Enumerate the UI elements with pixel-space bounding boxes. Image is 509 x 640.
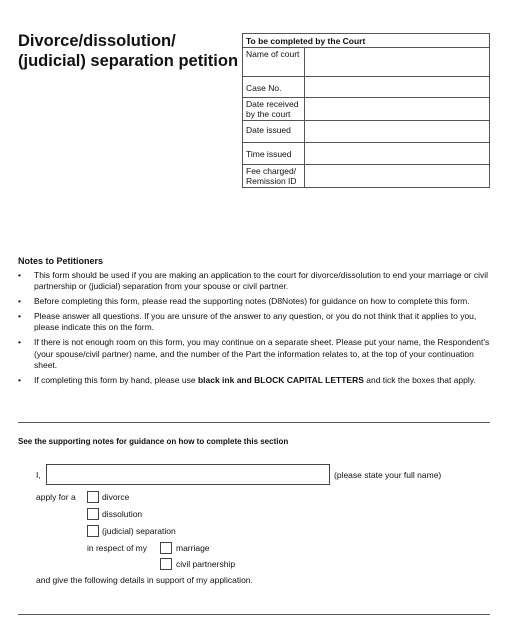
form-title: [18, 31, 239, 71]
form-title-line-1: Divorce/dissolution/: [18, 32, 176, 50]
date-issued-field[interactable]: [305, 121, 489, 142]
court-row-date-issued: [243, 121, 489, 143]
marriage-label: marriage: [176, 543, 210, 553]
full-name-input[interactable]: [46, 464, 330, 485]
page-bottom-divider: [18, 614, 490, 615]
civil-partnership-checkbox[interactable]: [160, 558, 172, 570]
note-text: If there is not enough room on this form, you may continue on a separate sheet. Please put your name, the Respondent's (your spouse/civil partner) name, and the number of the Part the information relates to, at the top of your continuation sheet.: [34, 337, 490, 370]
note-text: Before completing this form, please read the supporting notes (D8Notes) for guidance on how to complete this form.: [34, 296, 470, 307]
note-text: Please answer all questions. If you are unsure of the answer to any question, or you do not think that it applies to you, please indicate this on the form.: [34, 311, 477, 333]
court-row-label: Date issued: [243, 121, 305, 142]
note-text: This form should be used if you are making an application to the court for divorce/dissolution to end your marriage or civil partnership or (judicial) separation from your spouse or civil partner.: [34, 270, 489, 292]
bullet-icon: •: [18, 374, 21, 385]
court-use-box: [242, 33, 490, 188]
note-item: [18, 270, 494, 292]
note-item: [18, 311, 494, 333]
dissolution-label: dissolution: [102, 509, 143, 519]
marriage-checkbox[interactable]: [160, 542, 172, 554]
notes-list: [18, 270, 494, 390]
form-title-line-2: (judicial) separation petition: [18, 52, 239, 70]
court-row-label: Date received by the court: [243, 98, 305, 120]
notes-title: Notes to Petitioners: [18, 256, 104, 266]
divorce-checkbox[interactable]: [87, 491, 99, 503]
court-row-fee-charged: [243, 165, 489, 187]
closing-statement: and give the following details in support of my application.: [36, 575, 253, 585]
divorce-label: divorce: [102, 492, 130, 502]
bullet-icon: •: [18, 311, 21, 322]
court-row-label: Time issued: [243, 143, 305, 164]
court-row-name-of-court: [243, 48, 489, 77]
bullet-icon: •: [18, 270, 21, 280]
court-row-label: Fee charged/ Remission ID: [243, 165, 305, 187]
i-label: I,: [36, 470, 41, 480]
fee-charged-field[interactable]: [305, 165, 489, 187]
apply-for-label: apply for a: [36, 492, 76, 502]
court-row-case-no: [243, 77, 489, 98]
court-row-time-issued: [243, 143, 489, 165]
name-of-court-field[interactable]: [305, 48, 489, 76]
court-box-header: To be completed by the Court: [243, 34, 489, 48]
case-no-field[interactable]: [305, 77, 489, 97]
judicial-separation-checkbox[interactable]: [87, 525, 99, 537]
court-row-label: Name of court: [243, 48, 305, 76]
bullet-icon: •: [18, 337, 21, 348]
note-item: [18, 375, 494, 386]
judicial-separation-label: (judicial) separation: [102, 526, 176, 536]
note-text-before: If completing this form by hand, please use: [34, 374, 198, 385]
dissolution-checkbox[interactable]: [87, 508, 99, 520]
court-row-label: Case No.: [243, 77, 305, 97]
date-received-field[interactable]: [305, 98, 489, 120]
note-text-emphasis: black ink and BLOCK CAPITAL LETTERS: [197, 374, 364, 385]
section-guidance: See the supporting notes for guidance on how to complete this section: [18, 437, 289, 446]
note-item: [18, 296, 494, 307]
in-respect-of-label: in respect of my: [87, 543, 147, 553]
note-text-after: and tick the boxes that apply.: [363, 374, 476, 385]
civil-partnership-label: civil partnership: [176, 559, 236, 569]
note-item: [18, 337, 494, 370]
court-row-date-received: [243, 98, 489, 121]
section-divider: [18, 422, 490, 423]
full-name-hint: (please state your full name): [334, 470, 442, 480]
time-issued-field[interactable]: [305, 143, 489, 164]
bullet-icon: •: [18, 296, 21, 307]
